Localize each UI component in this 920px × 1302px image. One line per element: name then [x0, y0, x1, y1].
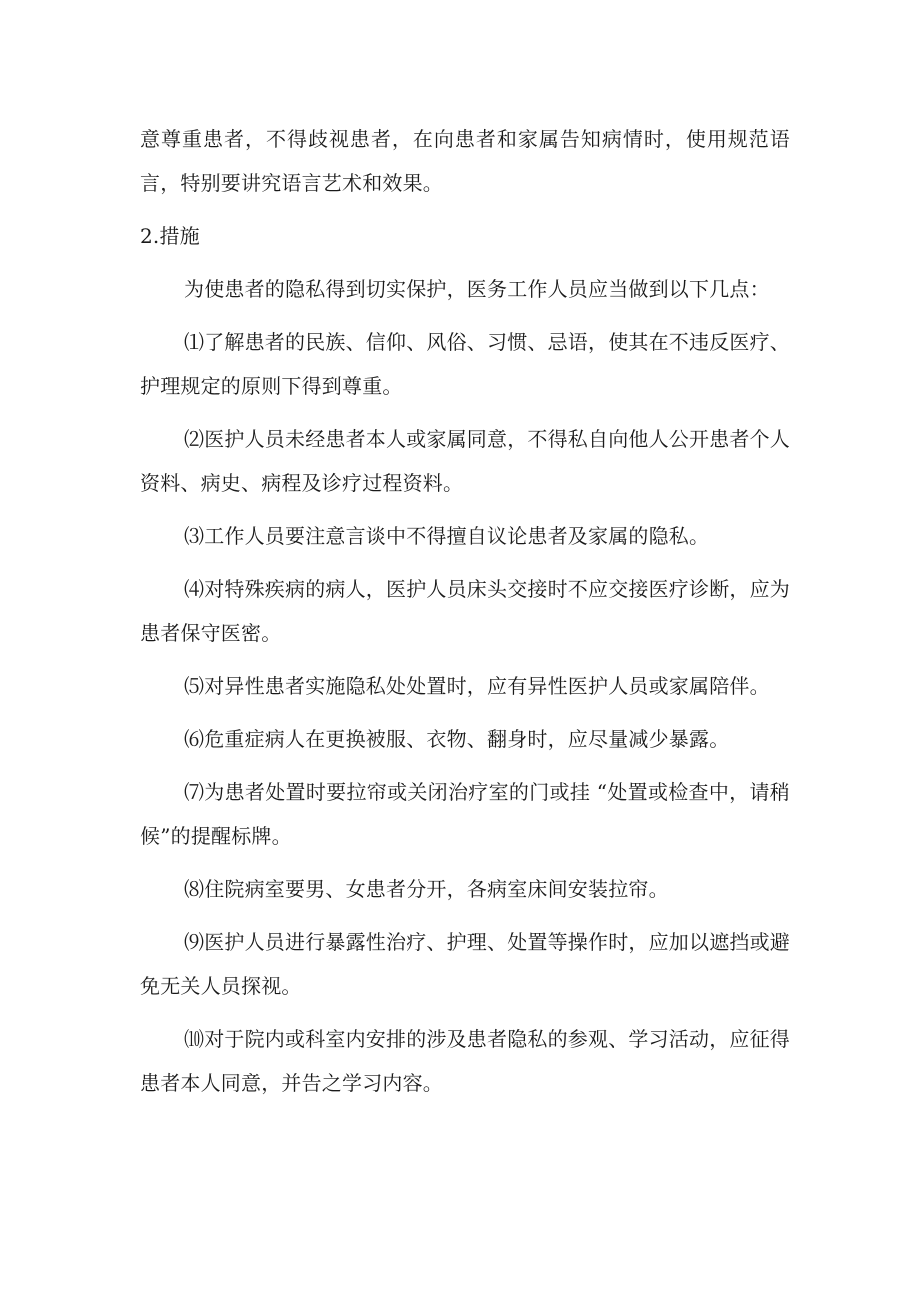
list-item-10: ⑽对于院内或科室内安排的涉及患者隐私的参观、学习活动，应征得患者本人同意，并告之学习内容。 — [140, 1027, 790, 1095]
list-item-5: ⑸对异性患者实施隐私处处置时，应有异性医护人员或家属陪伴。 — [184, 674, 770, 698]
list-item-2: ⑵医护人员未经患者本人或家属同意，不得私自向他人公开患者个人资料、病史、病程及诊疗过程资料。 — [140, 427, 790, 495]
list-item-1: ⑴了解患者的民族、信仰、风俗、习惯、忌语，使其在不违反医疗、护理规定的原则下得到尊重。 — [140, 330, 790, 398]
list-item-8: ⑻住院病室要男、女患者分开，各病室床间安装拉帘。 — [184, 877, 669, 901]
section-heading-measures: 2.措施 — [140, 224, 200, 248]
paragraph-intro: 为使患者的隐私得到切实保护，医务工作人员应当做到以下几点： — [184, 277, 770, 301]
document-body — [140, 117, 790, 1114]
paragraph-continuation: 意尊重患者，不得歧视患者，在向患者和家属告知病情时，使用规范语言，特别要讲究语言艺术和效果。 — [140, 127, 790, 195]
list-item-7: ⑺为患者处置时要拉帘或关闭治疗室的门或挂 “处置或检查中，请稍候”的提醒标牌。 — [140, 780, 790, 848]
list-item-9: ⑼医护人员进行暴露性治疗、护理、处置等操作时，应加以遮挡或避免无关人员探视。 — [140, 930, 790, 998]
list-item-3: ⑶工作人员要注意言谈中不得擅自议论患者及家属的隐私。 — [184, 524, 710, 548]
list-item-4: ⑷对特殊疾病的病人，医护人员床头交接时不应交接医疗诊断，应为患者保守医密。 — [140, 577, 790, 645]
list-item-6: ⑹危重症病人在更换被服、衣物、翻身时，应尽量减少暴露。 — [184, 727, 730, 751]
